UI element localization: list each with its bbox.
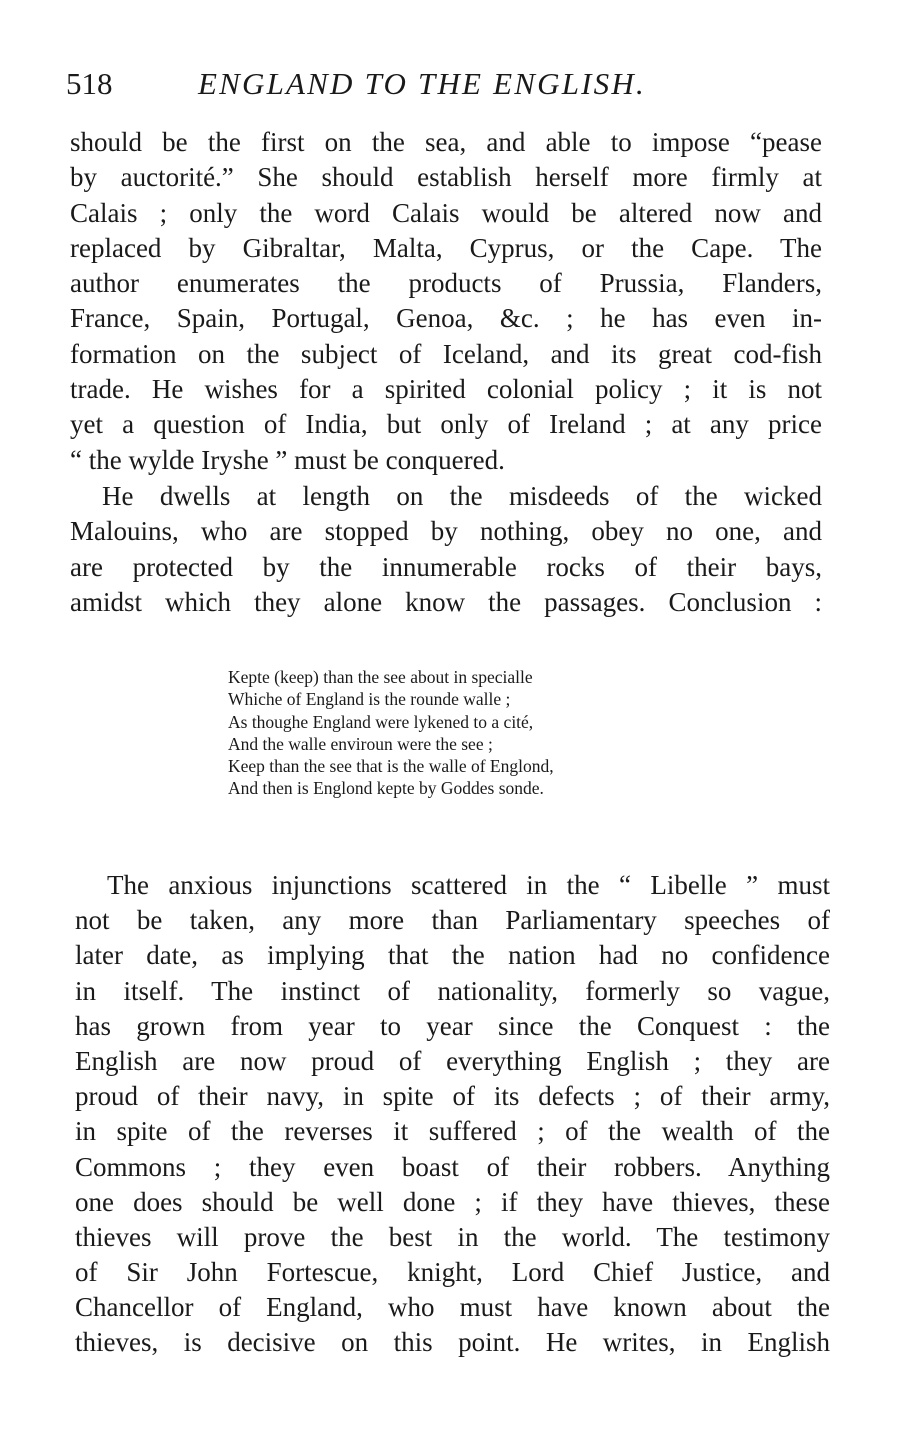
- running-head: [66, 64, 836, 104]
- text-line: trade. He wishes for a spirited colonial policy ; it is not: [70, 374, 822, 405]
- verse-quotation: [228, 666, 554, 800]
- text-line: thieves, is decisive on this point. He writes, in English: [75, 1327, 830, 1358]
- text-line: one does should be well done ; if they have thieves, these: [75, 1186, 830, 1217]
- verse-line: And the walle enviroun were the see ;: [228, 733, 493, 754]
- text-line: Commons ; they even boast of their robbers. Anything: [75, 1151, 830, 1182]
- text-line: The anxious injunctions scattered in the “ Libelle ” must: [107, 870, 830, 900]
- text-line: in itself. The instinct of nationality, formerly so vague,: [75, 975, 830, 1006]
- text-line: Chancellor of England, who must have known about the: [75, 1292, 830, 1323]
- paragraph-3: [75, 868, 830, 1361]
- text-line: Malouins, who are stopped by nothing, obey no one, and: [70, 516, 822, 547]
- page-number: 518: [66, 66, 113, 101]
- paragraph-1: [70, 125, 822, 478]
- text-line: author enumerates the products of Prussia, Flanders,: [70, 268, 822, 299]
- text-line: He dwells at length on the misdeeds of the wicked: [102, 481, 822, 511]
- verse-line: Kepte (keep) than the see about in specialle: [228, 667, 533, 687]
- paragraph-2: [70, 479, 822, 620]
- text-line: has grown from year to year since the Conquest : the: [75, 1010, 830, 1041]
- text-line: of Sir John Fortescue, knight, Lord Chief Justice, and: [75, 1257, 830, 1288]
- verse-line: As thoughe England were lykened to a cité,: [228, 711, 534, 732]
- text-line: replaced by Gibraltar, Malta, Cyprus, or the Cape. The: [70, 232, 822, 263]
- text-line: formation on the subject of Iceland, and its great cod-fish: [70, 338, 822, 369]
- verse-line: Whiche of England is the rounde walle ;: [228, 689, 511, 710]
- verse-line: And then is Englond kepte by Goddes sonde.: [228, 778, 544, 799]
- text-line: by auctorité.” She should establish herself more firmly at: [70, 162, 822, 193]
- running-title: ENGLAND TO THE ENGLISH.: [198, 66, 646, 101]
- text-line: France, Spain, Portugal, Genoa, &c. ; he has even in-: [70, 303, 822, 334]
- text-line: thieves will prove the best in the world. The testimony: [75, 1221, 830, 1252]
- text-line: should be the first on the sea, and able to impose “pease: [70, 127, 822, 157]
- text-line: amidst which they alone know the passages. Conclusion :: [70, 586, 822, 617]
- text-line: Calais ; only the word Calais would be altered now and: [70, 197, 822, 228]
- text-line: yet a question of India, but only of Ireland ; at any price: [70, 409, 822, 440]
- verse-line: Keep than the see that is the walle of Englond,: [228, 756, 554, 777]
- text-line: in spite of the reverses it suffered ; of the wealth of the: [75, 1116, 830, 1147]
- text-line: later date, as implying that the nation had no confidence: [75, 940, 830, 971]
- text-line: English are now proud of everything English ; they are: [75, 1045, 830, 1076]
- text-line: are protected by the innumerable rocks of their bays,: [70, 551, 822, 582]
- text-line: proud of their navy, in spite of its defects ; of their army,: [75, 1081, 830, 1112]
- text-line: “ the wylde Iryshe ” must be conquered.: [70, 444, 505, 475]
- text-line: not be taken, any more than Parliamentary speeches of: [75, 905, 830, 936]
